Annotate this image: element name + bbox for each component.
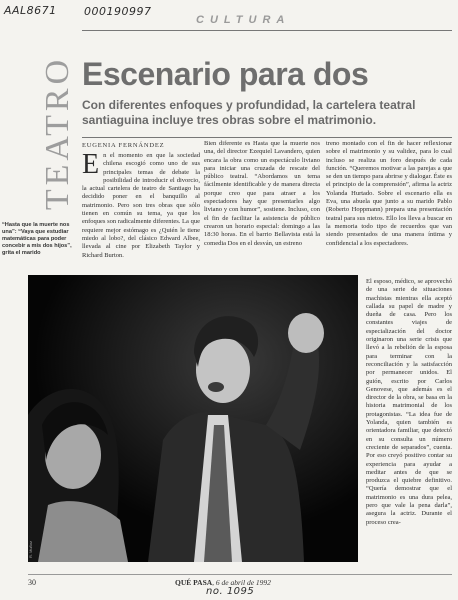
- stage-photo-illustration: [28, 275, 358, 562]
- archive-number: 000190997: [84, 5, 152, 18]
- issue-date: , 6 de abril de 1992: [212, 578, 271, 587]
- photo-caption: “Hasta que la muerte nos una”: “Vaya que estudiar matemáticas para poder concebir a mis dos hijos”, grita el marido: [2, 222, 72, 256]
- article-column-2: [204, 140, 320, 275]
- article-subtitle: Con diferentes enfoques y profundidad, la cartelera teatral santiaguina incluye tres obras sobre el matrimonio.: [82, 98, 416, 127]
- page-number: 30: [28, 578, 36, 587]
- column-3-text: treno montado con el fin de hacer reflexionar sobre el matrimonio y su validez, para lo cual incluso se realiza un foro después de cada función. “Queremos motivar a las parejas a que se den un tiempo para abrirse y dialogar. Éste es el principio de la comprensión”, afirma la actriz Yolanda Hurtado. Sobre el escenario ella es Eva, una abuela que junto a su marido Pablo (Roberto Hoppmann) prepara una presentación teatral para sus nietos. Ello los lleva a buscar en la memoria todo tipo de recuerdos que van siendo presentados de una manera íntima y confidencial a los espectadores.: [326, 140, 452, 247]
- section-label: CULTURA: [196, 14, 291, 26]
- column-1-text: n el momento en que la sociedad chilena escogió como uno de sus principales temas de debate la posibilidad de introducir el divorcio, la actual cartelera de teatro de Santiago ha decidido poner en el banquillo al matrimonio. Pero son tres obras que sólo tienen en común su tema, ya que los enfoques son radicalmente diferentes. La que requiere mejor estómago es ¿Quién le tiene miedo al lobo?, del clásico Edward Albee, llevada al cine por Elizabeth Taylor y Richard Burton.: [82, 152, 200, 259]
- drop-cap: E: [82, 152, 100, 180]
- column-2-text: Bien diferente es Hasta que la muerte nos una, del director Ezequiel Lavandero, quien encara la obra como un espectáculo liviano para iniciar una cruzada de rescate del público teatral. “Abordamos un tema fácilmente identificable y de manera directa porque creo que para atraer a los espectadores hay que presentarles algo liviano y con humor”, sostiene. Incluso, con el fin de facilitar la asistencia de público crearon un horario especial: domingo a las 18:30 horas. En el barrio Bellavista está la comedia Dos en el desván, un estreno: [204, 140, 320, 247]
- magazine-name: QUÉ PASA: [175, 578, 213, 587]
- article-column-1: [82, 152, 200, 275]
- byline: EUGENIA FERNÁNDEZ: [82, 142, 165, 149]
- article-title: Escenario para dos: [82, 56, 369, 92]
- stage-photo: [28, 275, 358, 562]
- archive-code: AAL8671: [4, 4, 57, 17]
- photo-credit: R. Muñoz: [28, 540, 33, 558]
- subtitle-rule: [82, 137, 452, 138]
- article-column-4: [366, 278, 452, 578]
- issue-handwritten-note: no. 1095: [206, 586, 255, 597]
- column-4-text: El esposo, médico, se aprovechó de una serie de situaciones machistas mientras ella aceptó callada su papel de madre y dueña de casa. Pero los constantes viajes de especialización del doctor originaron una serie crisis que llevó a la rebelión de la esposa para terminar con la reconciliación y la satisfacción por permanecer unidos. El guión, escrito por Carlos Genovese, que además es el director de la obra, se basa en la historia matrimonial de los protagonistas. “La idea fue de Yolanda, quien también es orientadora familiar, que detectó en su consulta un número creciente de separados”, cuenta. Por eso creyó positivo contar su experiencia para ayudar a meditar antes de que se produzca el quiebre definitivo. “Quería demostrar que el matrimonio es una dura pelea, pero que vale la pena darla”, asegura la actriz. Durante el proceso crea-: [366, 278, 452, 526]
- header-rule: [82, 30, 452, 31]
- vertical-section-label: TEATRO: [39, 55, 76, 211]
- footer-rule: [28, 574, 452, 575]
- article-column-3: [326, 140, 452, 275]
